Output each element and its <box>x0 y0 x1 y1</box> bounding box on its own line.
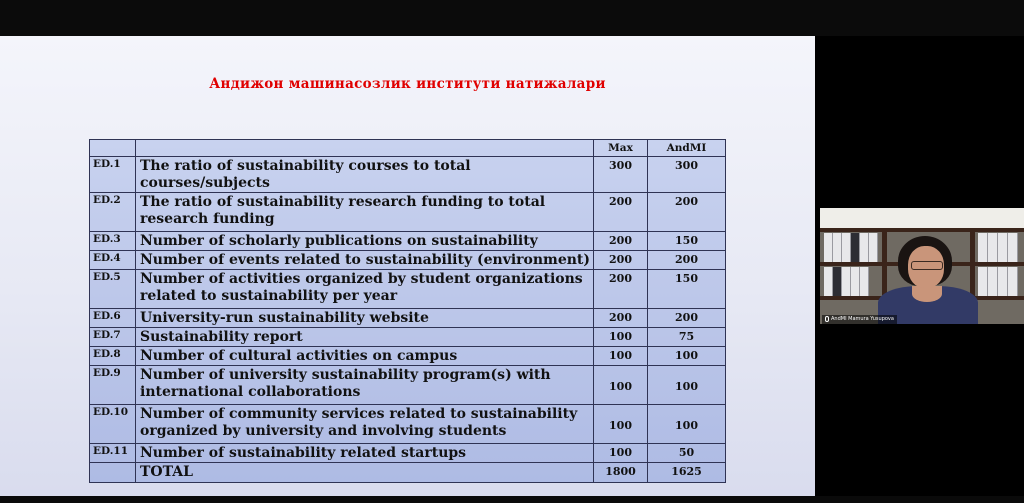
row-max: 200 <box>594 232 648 251</box>
header-indicator <box>136 140 594 157</box>
row-andmi: 200 <box>648 251 726 270</box>
row-code: ED.4 <box>90 251 136 270</box>
row-max: 300 <box>594 157 648 193</box>
table-row <box>90 309 726 328</box>
row-code: ED.6 <box>90 309 136 328</box>
slide-title: Андижон машинасозлик институти натижалари <box>209 76 606 92</box>
total-andmi: 1625 <box>648 463 726 483</box>
table-row <box>90 157 726 193</box>
binder <box>842 267 851 296</box>
binder <box>978 267 988 296</box>
binder <box>860 267 869 296</box>
row-andmi: 200 <box>648 309 726 328</box>
row-andmi: 150 <box>648 232 726 251</box>
binder <box>869 233 878 262</box>
binder <box>833 233 842 262</box>
row-andmi: 100 <box>648 366 726 405</box>
table-header-row <box>90 140 726 157</box>
row-indicator: University-run sustainability website <box>136 309 594 328</box>
row-code: ED.9 <box>90 366 136 405</box>
row-max: 200 <box>594 251 648 270</box>
microphone-icon <box>825 316 829 322</box>
header-max: Max <box>594 140 648 157</box>
header-code <box>90 140 136 157</box>
bottom-bar <box>0 496 1024 503</box>
row-andmi: 100 <box>648 347 726 366</box>
row-indicator: The ratio of sustainability research funding to total research funding <box>136 193 594 232</box>
header-andmi: AndMI <box>648 140 726 157</box>
row-indicator: Number of university sustainability program(s) with international collaborations <box>136 366 594 405</box>
row-max: 200 <box>594 193 648 232</box>
table-row <box>90 405 726 444</box>
table-row <box>90 328 726 347</box>
row-andmi: 100 <box>648 405 726 444</box>
binder <box>824 267 833 296</box>
row-andmi: 150 <box>648 270 726 309</box>
row-andmi: 200 <box>648 193 726 232</box>
row-indicator: Number of scholarly publications on sustainability <box>136 232 594 251</box>
binder <box>842 233 851 262</box>
row-code: ED.1 <box>90 157 136 193</box>
row-max: 100 <box>594 405 648 444</box>
binder <box>1008 233 1018 262</box>
participant-glasses <box>911 261 943 270</box>
row-code: ED.3 <box>90 232 136 251</box>
row-max: 100 <box>594 347 648 366</box>
table-row <box>90 232 726 251</box>
table-row <box>90 193 726 232</box>
office-wall <box>820 208 1024 228</box>
row-max: 100 <box>594 328 648 347</box>
binder <box>833 267 842 296</box>
row-code: ED.2 <box>90 193 136 232</box>
binder <box>851 267 860 296</box>
table-row <box>90 347 726 366</box>
binder <box>988 233 998 262</box>
row-andmi: 75 <box>648 328 726 347</box>
binder <box>988 267 998 296</box>
row-indicator: Number of events related to sustainability (environment) <box>136 251 594 270</box>
shared-slide <box>0 36 815 496</box>
row-code: ED.10 <box>90 405 136 444</box>
table-row <box>90 444 726 463</box>
binder <box>998 233 1008 262</box>
binder <box>978 233 988 262</box>
table-row <box>90 270 726 309</box>
row-max: 200 <box>594 309 648 328</box>
table-total-row <box>90 463 726 483</box>
results-table <box>89 139 726 483</box>
table-row <box>90 251 726 270</box>
row-indicator: Sustainability report <box>136 328 594 347</box>
row-code: ED.11 <box>90 444 136 463</box>
binder <box>1008 267 1018 296</box>
table-row <box>90 366 726 405</box>
row-andmi: 300 <box>648 157 726 193</box>
participant-name-label <box>822 315 897 324</box>
row-indicator: Number of activities organized by student organizations related to sustainability per year <box>136 270 594 309</box>
top-bar <box>0 0 1024 36</box>
shelf-top <box>820 228 1024 232</box>
participant-name: AndMI Mamura Yusupova <box>831 316 894 322</box>
binder <box>851 233 860 262</box>
row-indicator: The ratio of sustainability courses to total courses/subjects <box>136 157 594 193</box>
row-max: 200 <box>594 270 648 309</box>
binder <box>824 233 833 262</box>
total-code <box>90 463 136 483</box>
row-max: 100 <box>594 444 648 463</box>
binder <box>860 233 869 262</box>
row-indicator: Number of sustainability related startups <box>136 444 594 463</box>
row-code: ED.8 <box>90 347 136 366</box>
total-label: TOTAL <box>136 463 594 483</box>
row-code: ED.5 <box>90 270 136 309</box>
row-andmi: 50 <box>648 444 726 463</box>
participant-neck <box>912 286 942 302</box>
binder <box>998 267 1008 296</box>
total-max: 1800 <box>594 463 648 483</box>
participant-video-tile[interactable] <box>820 208 1024 324</box>
row-code: ED.7 <box>90 328 136 347</box>
row-indicator: Number of cultural activities on campus <box>136 347 594 366</box>
row-max: 100 <box>594 366 648 405</box>
row-indicator: Number of community services related to sustainability organized by university and involving students <box>136 405 594 444</box>
